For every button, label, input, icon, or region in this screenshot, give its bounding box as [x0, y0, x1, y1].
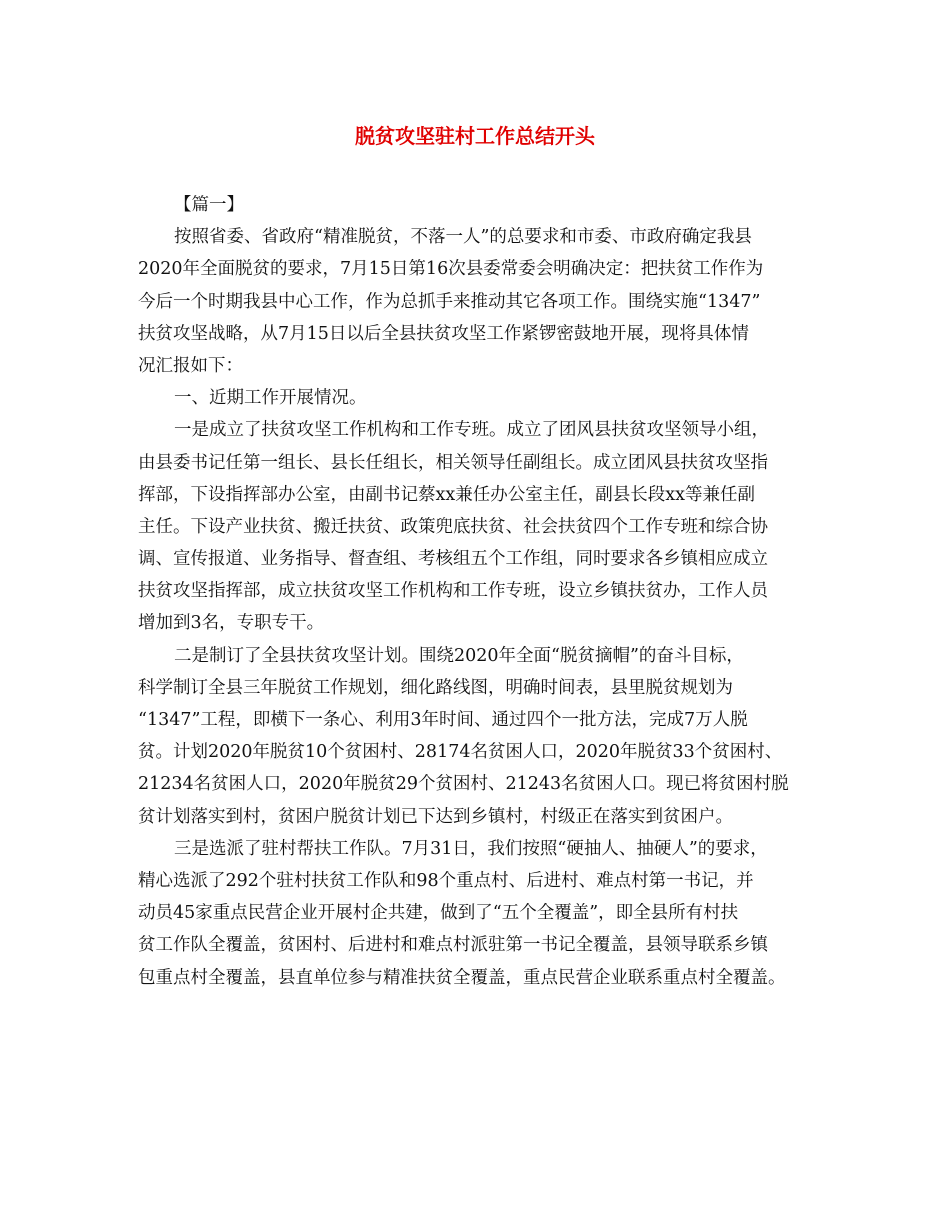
document-title: 脱贫攻坚驻村工作总结开头: [355, 124, 595, 148]
paragraph-line: 挥部，下设指挥部办公室，由副书记蔡xx兼任办公室主任，副县长段xx等兼任副: [138, 484, 755, 505]
paragraph-line: 主任。下设产业扶贫、搬迁扶贫、政策兜底扶贫、社会扶贫四个工作专班和综合协: [138, 516, 768, 537]
paragraph-line: 今后一个时期我县中心工作，作为总抓手来推动其它各项工作。围绕实施“1347”: [138, 291, 761, 312]
paragraph-line: 贫计划落实到村，贫困户脱贫计划已下达到乡镇村，村级正在落实到贫困户。: [138, 806, 733, 827]
paragraph-line: 调、宣传报道、业务指导、督查组、考核组五个工作组，同时要求各乡镇相应成立: [138, 549, 768, 570]
paragraph-line: 贫。计划2020年脱贫10个贫困村、28174名贫困人口，2020年脱贫33个贫困村、: [138, 742, 783, 763]
paragraph-line: 包重点村全覆盖，县直单位参与精准扶贫全覆盖，重点民营企业联系重点村全覆盖。: [138, 967, 786, 988]
paragraph-line: 增加到3名，专职专干。: [138, 613, 325, 634]
paragraph-line: 21234名贫困人口，2020年脱贫29个贫困村、21243名贫困人口。现已将贫困村脱: [138, 774, 789, 795]
paragraph-line: 动员45家重点民营企业开展村企共建，做到了“五个全覆盖”，即全县所有村扶: [138, 903, 739, 924]
paragraph-line: 扶贫攻坚指挥部，成立扶贫攻坚工作机构和工作专班，设立乡镇扶贫办，工作人员: [138, 581, 768, 602]
paragraph-line: 二是制订了全县扶贫攻坚计划。围绕2020年全面“脱贫摘帽”的奋斗目标，: [174, 645, 744, 666]
paragraph-line: 三是选派了驻村帮扶工作队。7月31日，我们按照“硬抽人、抽硬人”的要求，: [174, 838, 768, 859]
paragraph-line: 况汇报如下：: [138, 355, 243, 376]
paragraph-line: 2020年全面脱贫的要求，7月15日第16次县委常委会明确决定：把扶贫工作作为: [138, 259, 764, 280]
section-label: 【篇一】: [174, 195, 244, 215]
document-body: [138, 189, 828, 994]
paragraph-line: 科学制订全县三年脱贫工作规划，细化路线图，明确时间表，县里脱贫规划为: [138, 677, 733, 698]
paragraph-line: 由县委书记任第一组长、县长任组长，相关领导任副组长。成立团风县扶贫攻坚指: [138, 452, 768, 473]
paragraph-line: 扶贫攻坚战略，从7月15日以后全县扶贫攻坚工作紧锣密鼓地开展，现将具体情: [138, 323, 749, 344]
paragraph-line: 贫工作队全覆盖，贫困村、后进村和难点村派驻第一书记全覆盖，县领导联系乡镇: [138, 935, 768, 956]
paragraph-line: 一是成立了扶贫攻坚工作机构和工作专班。成立了团风县扶贫攻坚领导小组，: [174, 420, 769, 441]
section-heading: 一、近期工作开展情况。: [174, 388, 367, 409]
paragraph-line: 按照省委、省政府“精准脱贫，不落一人”的总要求和市委、市政府确定我县: [174, 227, 752, 248]
paragraph-line: “1347”工程，即横下一条心、利用3年时间、通过四个一批方法，完成7万人脱: [138, 710, 748, 730]
paragraph-line: 精心选派了292个驻村扶贫工作队和98个重点村、后进村、难点村第一书记，并: [138, 870, 754, 891]
